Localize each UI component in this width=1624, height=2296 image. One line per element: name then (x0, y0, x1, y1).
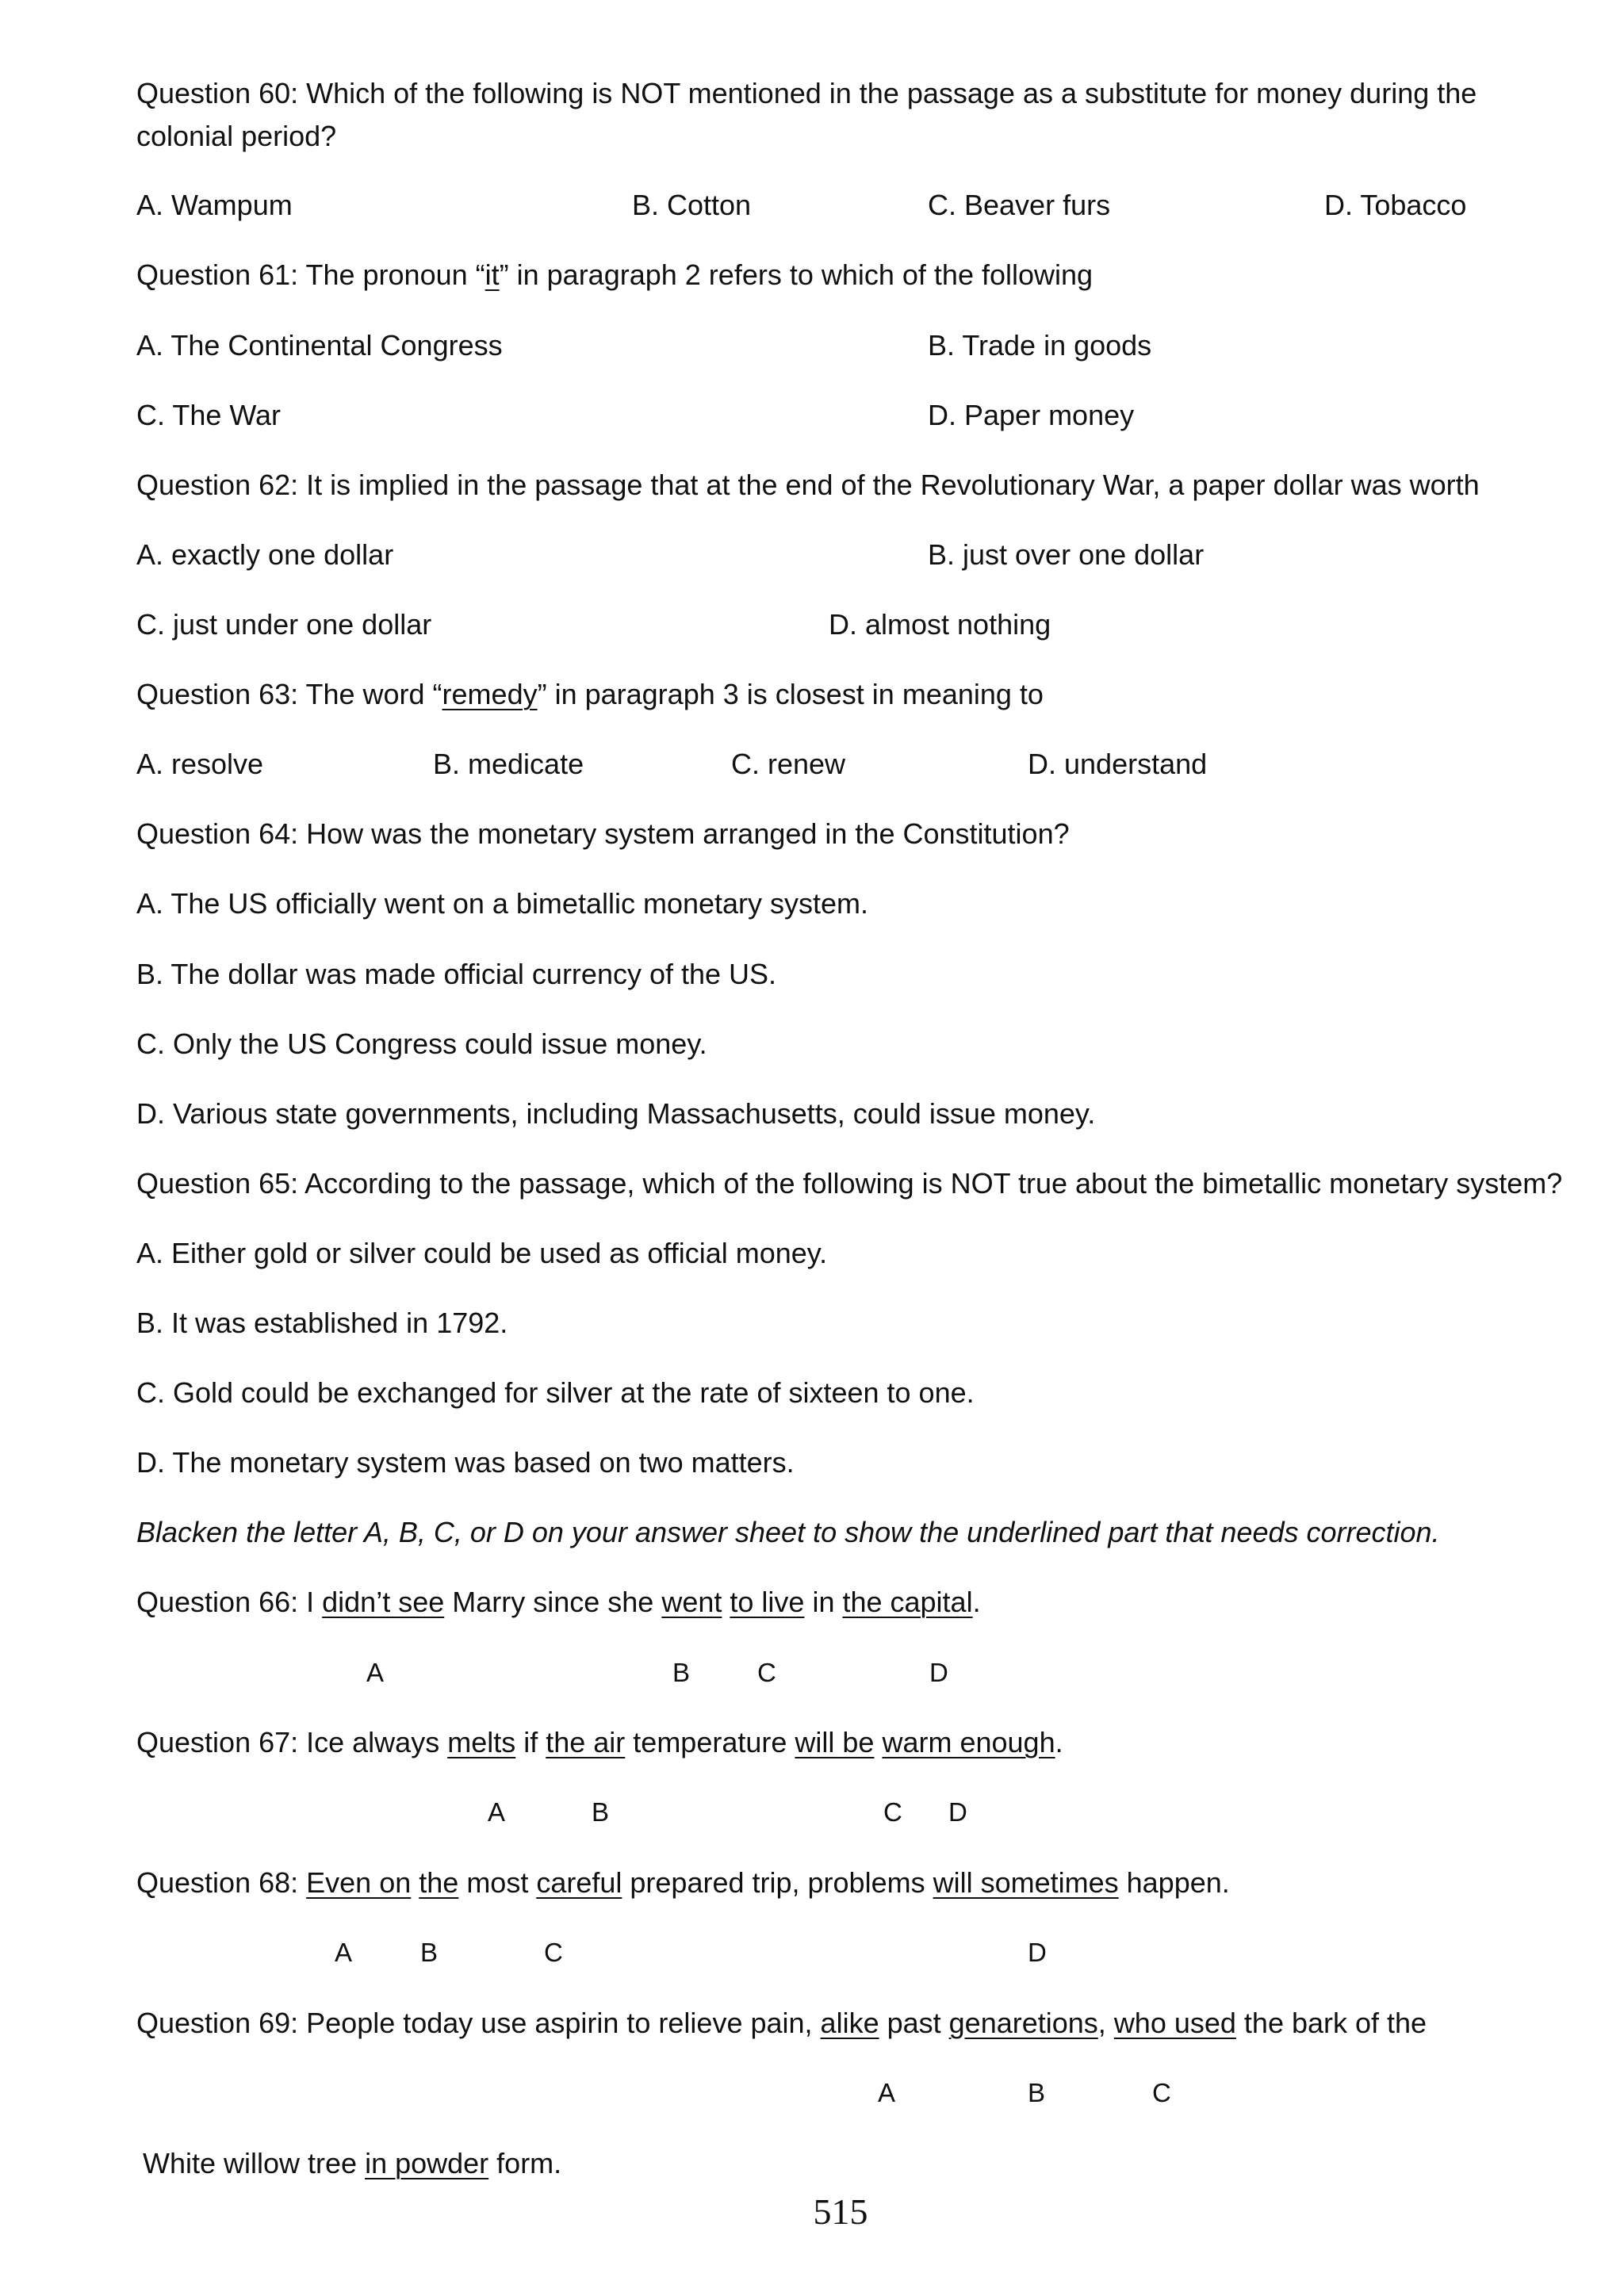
q61-option-a: A. The Continental Congress (136, 329, 503, 362)
q67-text (874, 1726, 882, 1758)
q68-underlined-d: will sometimes (933, 1866, 1119, 1899)
q68-underlined-c: careful (536, 1866, 622, 1899)
q67-underlined-d: warm enough (882, 1726, 1055, 1758)
q63-stem (136, 674, 1044, 715)
q69-text: White willow tree (143, 2147, 366, 2179)
q67-letter-c: C (883, 1797, 902, 1827)
q65-option-b: B. It was established in 1792. (136, 1307, 508, 1339)
q60-stem-line2: colonial period? (136, 120, 337, 152)
q64-option-d: D. Various state governments, including Massachusetts, could issue money. (136, 1097, 1096, 1130)
q66-text (722, 1586, 730, 1618)
q69-letter-b: B (1028, 2078, 1046, 2107)
q69-text: , (1097, 2007, 1114, 2039)
q66-underlined-a: didn’t see (322, 1586, 445, 1618)
q69-letter-c: C (1152, 2078, 1171, 2107)
q66-letter-d: D (929, 1658, 948, 1687)
q60-option-c: C. Beaver furs (928, 189, 1111, 221)
q66-letter-a: A (366, 1658, 385, 1687)
q68-letter-a: A (335, 1938, 353, 1967)
q66-sentence (136, 1582, 981, 1623)
q63-option-c: C. renew (731, 748, 846, 780)
q64-stem: Question 64: How was the monetary system arranged in the Constitution? (136, 817, 1070, 850)
q67-text: . (1055, 1726, 1063, 1758)
q66-text: Question 66: I (136, 1586, 323, 1618)
q65-stem: Question 65: According to the passage, which of the following is NOT true about the bimetallic monetary system? (136, 1167, 1563, 1200)
q68-text: prepared trip, problems (622, 1866, 933, 1899)
q63-stem-pre: Question 63: The word “ (136, 678, 442, 710)
page-number: 515 (813, 2191, 868, 2232)
error-identification-instruction: Blacken the letter A, B, C, or D on your answer sheet to show the underlined part that needs correction. (136, 1516, 1440, 1548)
q68-text: Question 68: (136, 1866, 307, 1899)
q69-text: the bark of the (1235, 2007, 1427, 2039)
q69-letter-a: A (878, 2078, 896, 2107)
q68-letter-d: D (1028, 1938, 1047, 1967)
q62-option-c: C. just under one dollar (136, 608, 432, 641)
q65-option-d: D. The monetary system was based on two matters. (136, 1446, 795, 1479)
q63-stem-post: ” in paragraph 3 is closest in meaning to (537, 678, 1044, 710)
q60-stem-line1: Question 60: Which of the following is NOT mentioned in the passage as a substitute for money during the (136, 77, 1477, 109)
q69-sentence (136, 2003, 1427, 2044)
q69-underlined-a: alike (820, 2007, 879, 2039)
q69-text: form. (488, 2147, 562, 2179)
q69-sentence-continuation (143, 2143, 561, 2184)
q64-option-a: A. The US officially went on a bimetallic monetary system. (136, 887, 869, 920)
q69-underlined-d: in powder (365, 2147, 489, 2179)
q67-underlined-b: the air (546, 1726, 626, 1758)
q61-stem-post: ” in paragraph 2 refers to which of the following (499, 258, 1094, 291)
q67-text: Question 67: Ice always (136, 1726, 448, 1758)
q61-option-d: D. Paper money (928, 399, 1135, 431)
q67-underlined-a: melts (447, 1726, 516, 1758)
q68-letter-c: C (544, 1938, 563, 1967)
q68-text: most (458, 1866, 537, 1899)
q68-text: happen. (1118, 1866, 1230, 1899)
q69-underlined-c: who used (1113, 2007, 1236, 2039)
q67-letter-b: B (592, 1797, 610, 1827)
q61-option-b: B. Trade in goods (928, 329, 1152, 362)
q66-letter-b: B (672, 1658, 691, 1687)
q68-sentence (136, 1862, 1230, 1904)
q65-option-a: A. Either gold or silver could be used as official money. (136, 1237, 828, 1269)
q66-text: . (972, 1586, 981, 1618)
q63-option-a: A. resolve (136, 748, 264, 780)
q61-underlined-word: it (485, 258, 500, 291)
q62-stem: Question 62: It is implied in the passage that at the end of the Revolutionary War, a paper dollar was worth (136, 469, 1480, 501)
q66-underlined-c: to live (730, 1586, 805, 1618)
q60-option-b: B. Cotton (632, 189, 752, 221)
q64-option-c: C. Only the US Congress could issue money. (136, 1027, 707, 1060)
q66-text: in (804, 1586, 843, 1618)
q67-sentence (136, 1722, 1063, 1763)
q62-option-a: A. exactly one dollar (136, 538, 394, 571)
q62-option-b: B. just over one dollar (928, 538, 1205, 571)
q66-underlined-b: went (661, 1586, 722, 1618)
q68-text (411, 1866, 419, 1899)
q62-option-d: D. almost nothing (829, 608, 1051, 641)
q67-underlined-c: will be (795, 1726, 875, 1758)
q63-option-d: D. understand (1028, 748, 1208, 780)
q67-text: if (515, 1726, 546, 1758)
q60-option-d: D. Tobacco (1324, 189, 1467, 221)
q69-text: past (879, 2007, 949, 2039)
q61-stem (136, 254, 1093, 296)
q68-underlined-b: the (419, 1866, 459, 1899)
q67-text: temperature (625, 1726, 795, 1758)
q61-stem-pre: Question 61: The pronoun “ (136, 258, 485, 291)
q64-option-b: B. The dollar was made official currency of the US. (136, 958, 777, 990)
q66-letter-c: C (757, 1658, 776, 1687)
q66-underlined-d: the capital (842, 1586, 973, 1618)
q67-letter-a: A (488, 1797, 506, 1827)
q68-letter-b: B (420, 1938, 439, 1967)
q63-option-b: B. medicate (433, 748, 584, 780)
q61-option-c: C. The War (136, 399, 282, 431)
q69-text: Question 69: People today use aspirin to relieve pain, (136, 2007, 821, 2039)
q69-underlined-b: genaretions (948, 2007, 1098, 2039)
q67-letter-d: D (948, 1797, 967, 1827)
q63-underlined-word: remedy (442, 678, 538, 710)
q66-text: Marry since she (444, 1586, 662, 1618)
q68-underlined-a: Even on (306, 1866, 412, 1899)
q65-option-c: C. Gold could be exchanged for silver at the rate of sixteen to one. (136, 1376, 975, 1409)
q60-option-a: A. Wampum (136, 189, 293, 221)
